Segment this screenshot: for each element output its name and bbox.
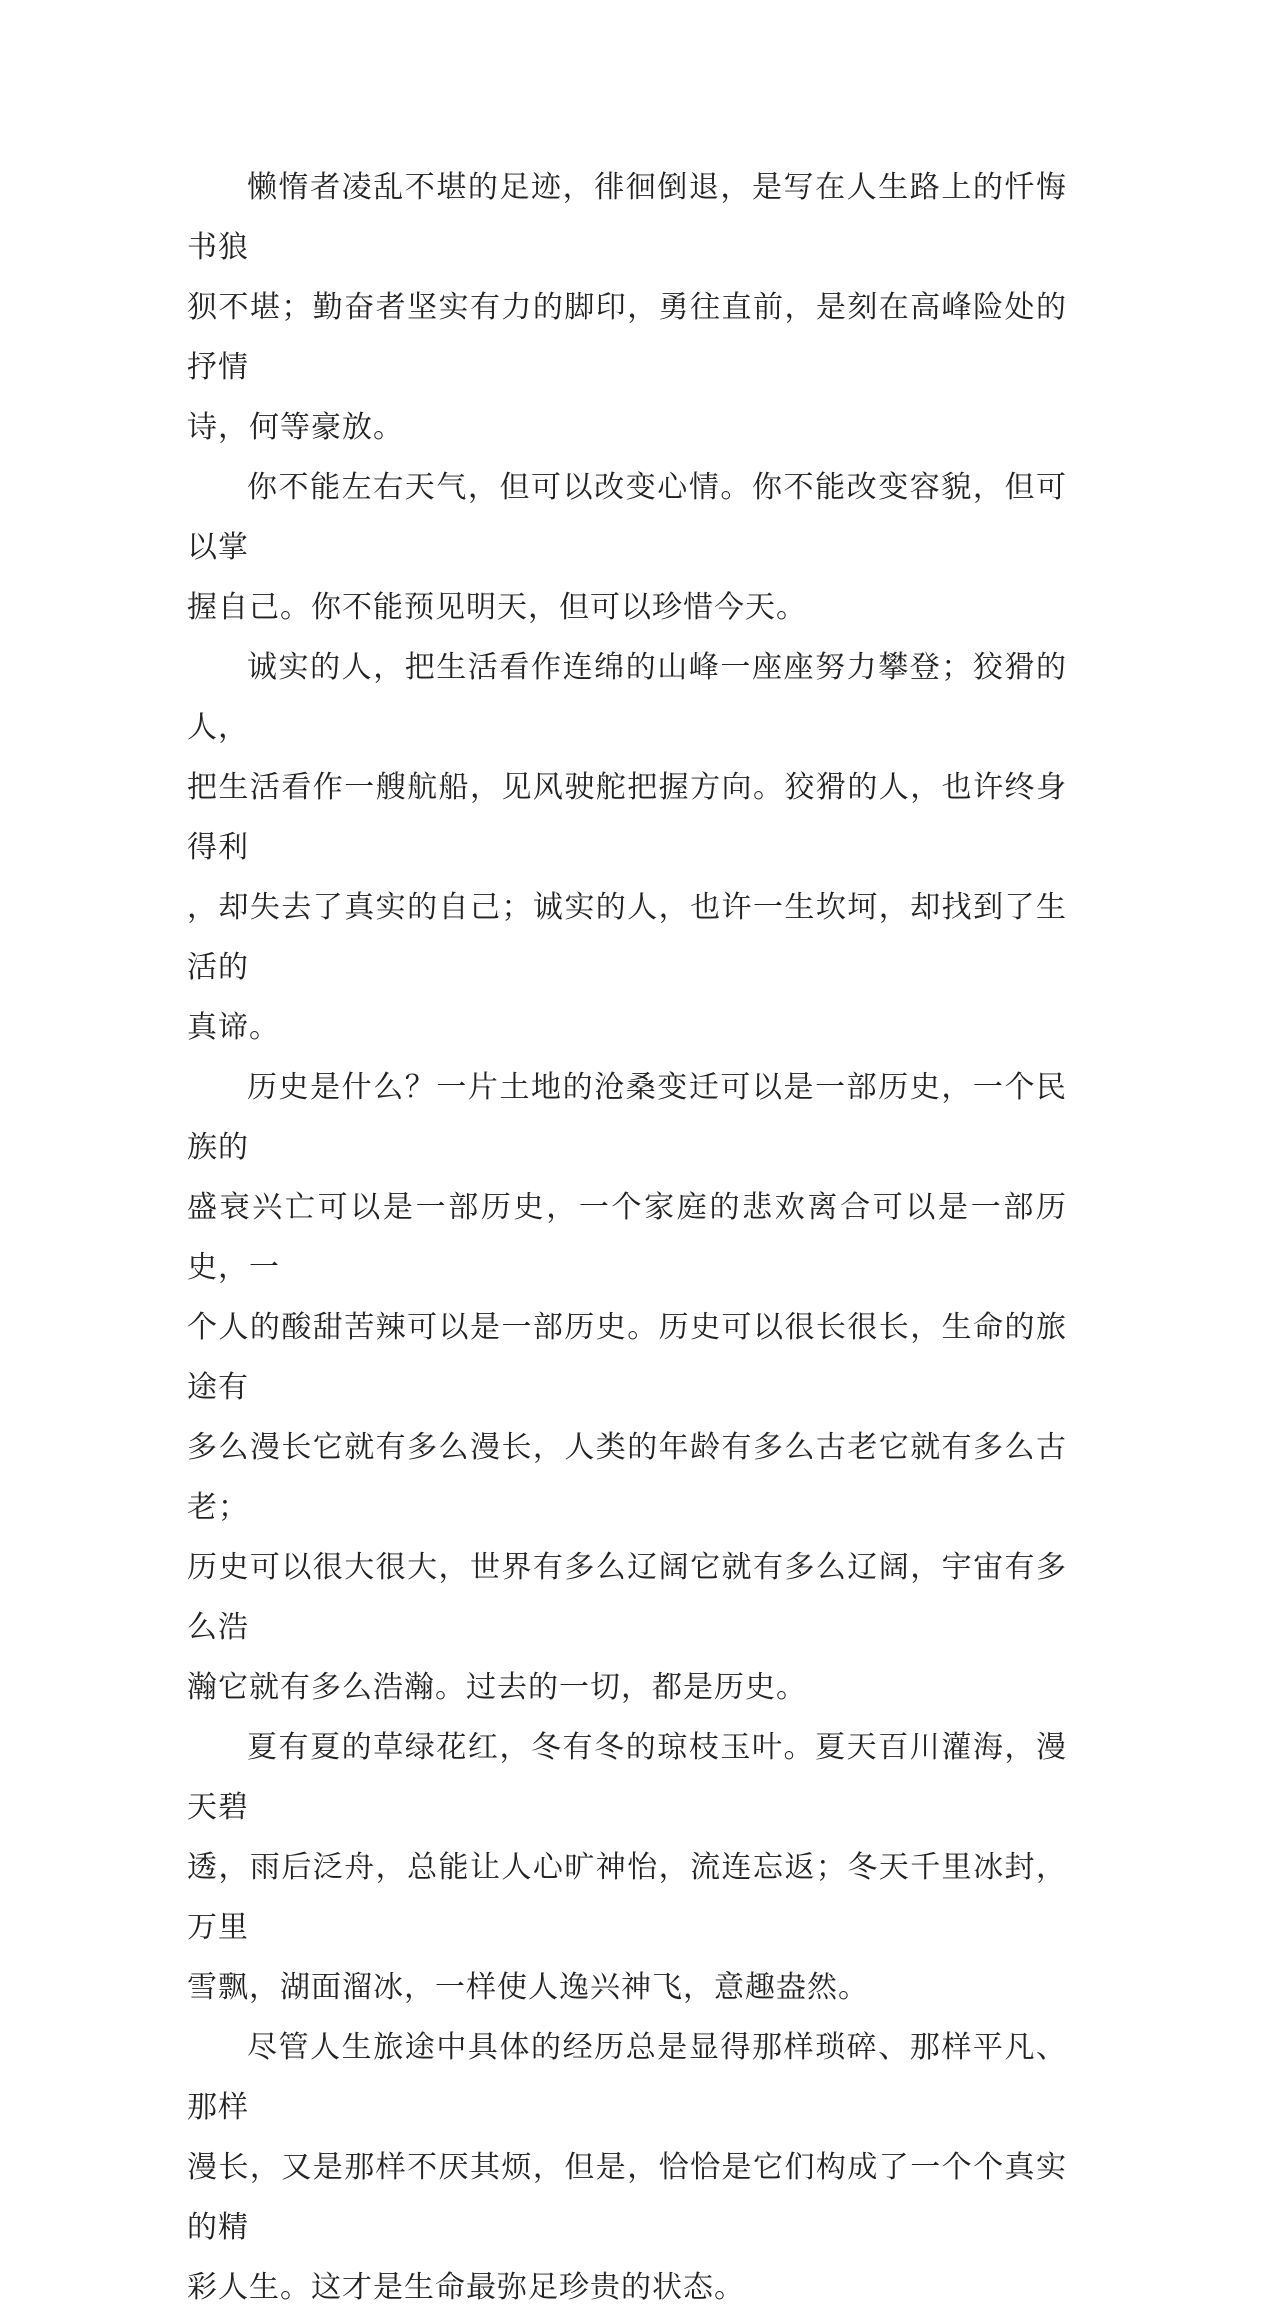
paragraph-3: 诚实的人，把生活看作连绵的山峰一座座努力攀登；狡猾的人， 把生活看作一艘航船，见风驶舵把握方向。狡猾的人，也许终身得利 ，却失去了真实的自己；诚实的人，也许一生坎坷，却找到了生活的 真谛。 xyxy=(187,650,1067,1045)
document-body xyxy=(187,158,1067,2318)
paragraph-6: 尽管人生旅途中具体的经历总是显得那样琐碎、那样平凡、那样 漫长，又是那样不厌其烦，但是，恰恰是它们构成了一个个真实的精 彩人生。这才是生命最弥足珍贵的状态。 xyxy=(187,2030,1067,2305)
paragraph-5: 夏有夏的草绿花红，冬有冬的琼枝玉叶。夏天百川灌海，漫天碧 透，雨后泛舟，总能让人心旷神怡，流连忘返；冬天千里冰封，万里 雪飘，湖面溜冰，一样使人逸兴神飞，意趣盎然。 xyxy=(187,1730,1067,2005)
paragraph-2: 你不能左右天气，但可以改变心情。你不能改变容貌，但可以掌 握自己。你不能预见明天，但可以珍惜今天。 xyxy=(187,470,1067,625)
paragraph-1: 懒惰者凌乱不堪的足迹，徘徊倒退，是写在人生路上的忏悔书狼 狈不堪；勤奋者坚实有力的脚印，勇往直前，是刻在高峰险处的抒情 诗，何等豪放。 xyxy=(187,170,1067,445)
paragraph-4: 历史是什么？一片土地的沧桑变迁可以是一部历史，一个民族的 盛衰兴亡可以是一部历史，一个家庭的悲欢离合可以是一部历史，一 个人的酸甜苦辣可以是一部历史。历史可以很长很长，生命的旅途有 多么漫长它就有多么漫长，人类的年龄有多么古老它就有多么古老； 历史可以很大很大，世界有多么辽阔它就有多么辽阔，宇宙有多么浩 瀚它就有多么浩瀚。过去的一切，都是历史。 xyxy=(187,1070,1067,1705)
